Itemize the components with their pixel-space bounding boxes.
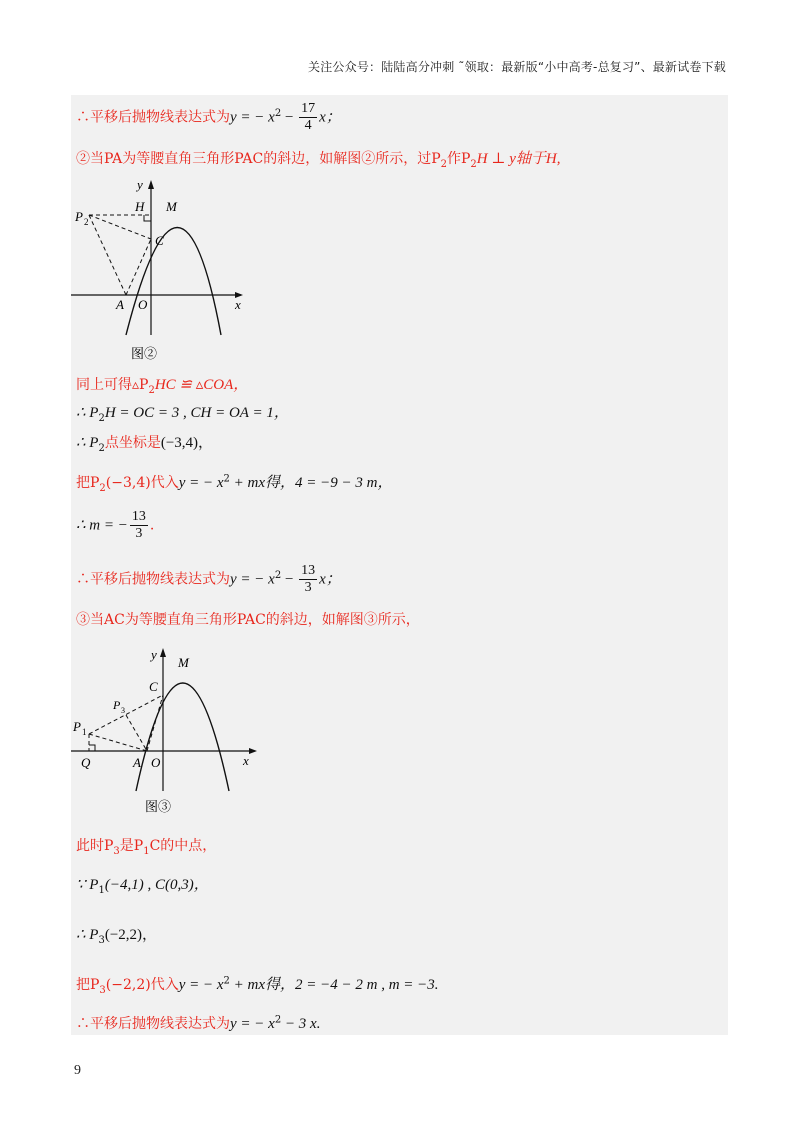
svg-text:y: y: [151, 647, 157, 662]
svg-text:2: 2: [84, 217, 89, 227]
line-9: ③当AC为等腰直角三角形PAC的斜边，如解图③所示，: [76, 612, 420, 628]
page-header: 关注公众号：陆陆高分冲刺 ˜领取：最新版“小中高考-总复习”、最新试卷下载: [308, 60, 726, 74]
svg-text:O: O: [151, 755, 161, 770]
figure-2: [71, 175, 261, 374]
line-12: ∴ $P_3(-2,2)$，: [76, 927, 158, 946]
line-6: 把$P_2(-3,4)$代入y = − $x^2$ + mx得，4 = −9 − 3 m，: [76, 473, 393, 494]
svg-text:图③: 图③: [145, 799, 172, 814]
svg-text:P: P: [73, 719, 81, 734]
fraction: $\frac{17}{4}$: [301, 101, 316, 133]
line-7: ∴ m = − $\frac{13}{3}$ .: [76, 509, 155, 541]
line-10: 此时$P_3$是$P_1C$的中点，: [76, 838, 217, 857]
equation: y = − x: [230, 109, 275, 126]
solution-block: [71, 95, 728, 1035]
svg-text:图②: 图②: [131, 346, 158, 361]
line-2: ②当PA为等腰直角三角形PAC的斜边，如解图②所示，过$P_2$作$P_2H$ ⊥ y轴于H,: [76, 151, 561, 170]
line-3: 同上可得$▵P_2HC$ ≌ ▵COA，: [76, 377, 249, 396]
svg-text:P: P: [113, 698, 121, 712]
svg-text:O: O: [138, 297, 148, 312]
page-number: 9: [74, 1063, 81, 1078]
svg-text:1: 1: [82, 727, 87, 737]
line-11: ∵ $P_1(-4,1)$ , C(0,3)，: [76, 877, 209, 896]
line-5: ∴ $P_2$点坐标是(−3,4)，: [76, 435, 214, 454]
figure-3: [71, 645, 271, 829]
line-13: 把$P_3(-2,2)$代入y = − $x^2$ + mx得，2 = −4 − 2 m , m = −3.: [76, 975, 439, 996]
svg-text:P: P: [75, 209, 83, 224]
svg-text:H: H: [135, 199, 145, 214]
fraction: $\frac{13}{3}$: [131, 509, 146, 541]
svg-text:M: M: [166, 199, 177, 214]
svg-text:Q: Q: [81, 755, 91, 770]
line-4: ∴ $P_2H$ = OC = 3 , CH = OA = 1，: [76, 405, 289, 424]
svg-text:x: x: [235, 297, 241, 312]
line-1: ∴平移后抛物线表达式为y = − $x^2$ − $\frac{17}{4}$ x；: [76, 101, 341, 133]
line-14: ∴平移后抛物线表达式为y = − $x^2 - 3$ x.: [76, 1014, 321, 1032]
svg-text:M: M: [178, 655, 189, 670]
fraction: $\frac{13}{3}$: [301, 563, 316, 595]
svg-text:3: 3: [121, 706, 125, 715]
svg-text:A: A: [116, 297, 124, 312]
line-8: ∴平移后抛物线表达式为y = − $x^2$ − $\frac{13}{3}$ x；: [76, 563, 341, 595]
svg-text:x: x: [243, 753, 249, 768]
svg-text:C: C: [155, 233, 164, 248]
svg-text:y: y: [137, 177, 143, 192]
svg-text:A: A: [133, 755, 141, 770]
text: ∴平移后抛物线表达式为: [76, 109, 230, 126]
svg-text:C: C: [149, 679, 158, 694]
